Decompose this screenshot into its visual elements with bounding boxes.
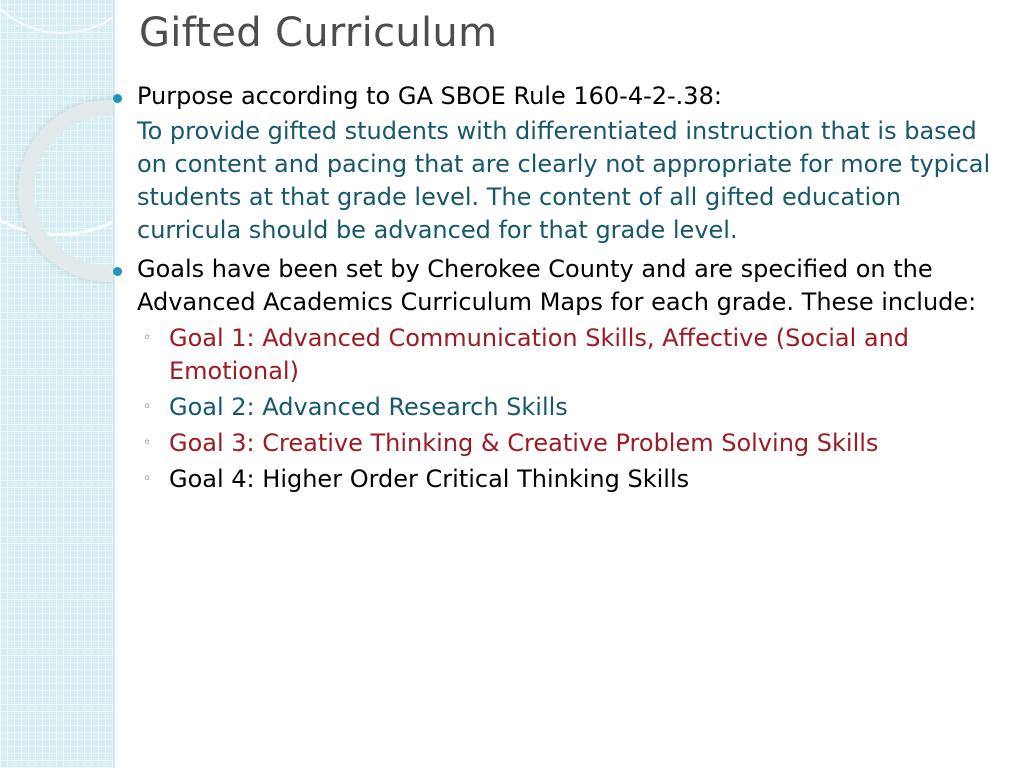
goal-text: Goal 3: Creative Thinking & Creative Problem Solving Skills (169, 429, 879, 457)
goal-item (113, 391, 993, 424)
hollow-bullet-icon: ◦ (143, 435, 152, 451)
goal-text: Goal 2: Advanced Research Skills (169, 393, 568, 421)
bullet-dot-icon (113, 267, 122, 276)
bullet-dot-icon (113, 94, 122, 103)
decorative-side-band (0, 0, 113, 768)
slide-title: Gifted Curriculum (139, 10, 498, 56)
goal-text: Goal 1: Advanced Communication Skills, Affective (Social and Emotional) (169, 324, 910, 385)
purpose-quote: To provide gifted students with differentiated instruction that is based on content and pacing that are clearly not appropriate for more typical students at that grade level. The content of all gifted education curricula should be advanced for that grade level. (137, 117, 991, 244)
hollow-bullet-icon: ◦ (143, 330, 152, 346)
goal-item (113, 463, 993, 496)
goal-item (113, 322, 993, 388)
slide-content (113, 80, 993, 496)
bullet-text: Goals have been set by Cherokee County and are specified on the Advanced Academics Curriculum Maps for each grade. These include: (137, 255, 977, 316)
goal-item (113, 427, 993, 460)
hollow-bullet-icon: ◦ (143, 399, 152, 415)
bullet-purpose (113, 80, 993, 113)
bullet-text: Purpose according to GA SBOE Rule 160-4-2-.38: (137, 82, 722, 110)
bullet-goals (113, 253, 993, 319)
hollow-bullet-icon: ◦ (143, 471, 152, 487)
goal-text: Goal 4: Higher Order Critical Thinking Skills (169, 465, 690, 493)
